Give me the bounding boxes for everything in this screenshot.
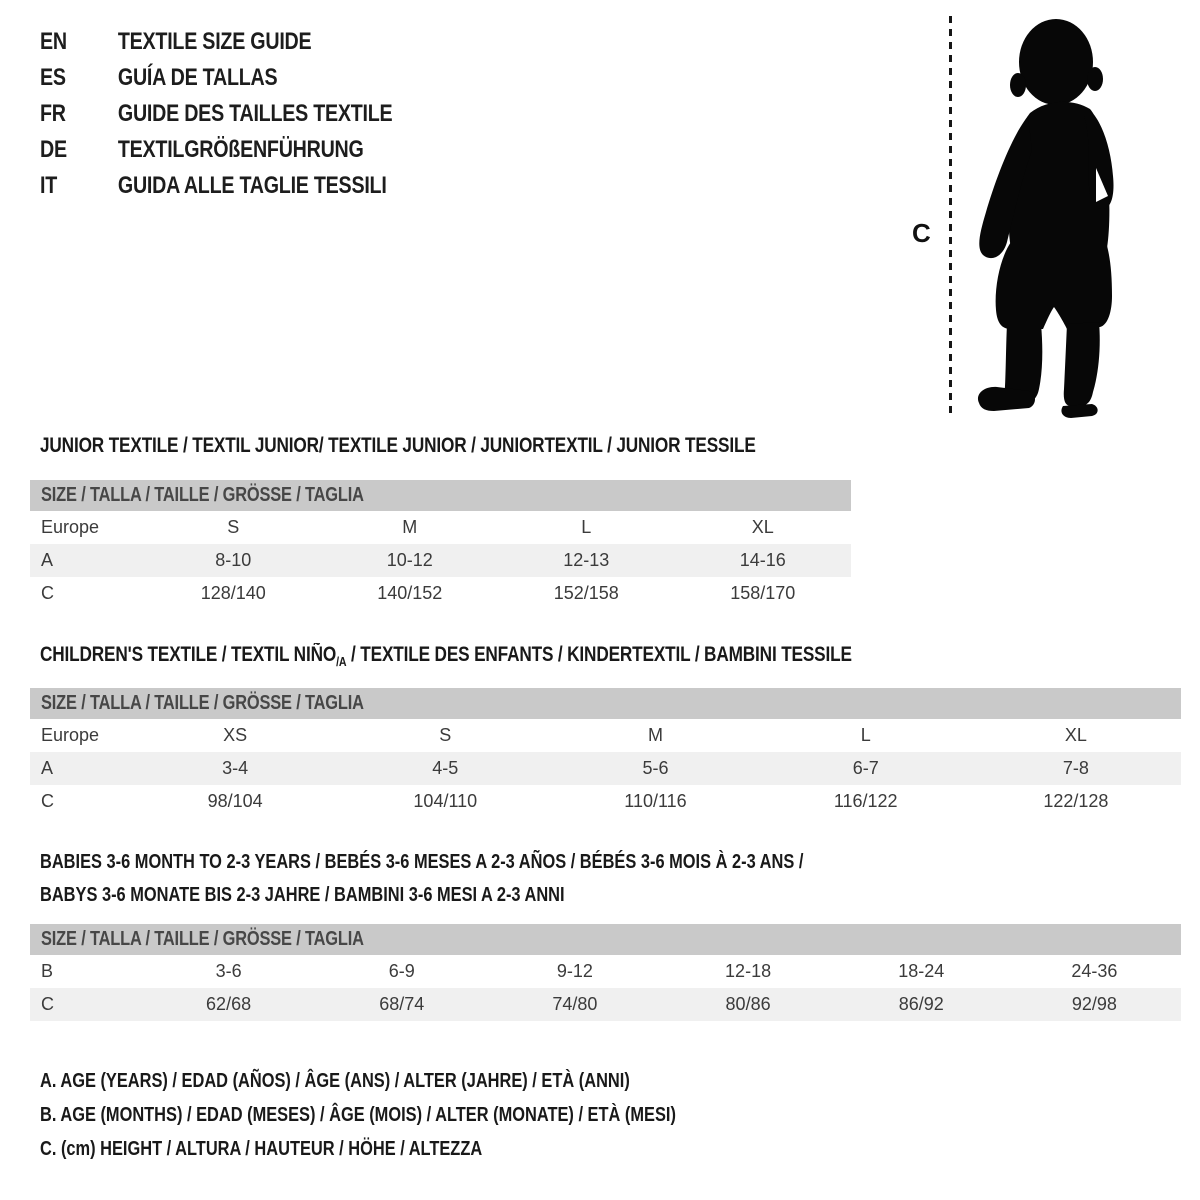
height-cell: 80/86 [725, 994, 771, 1014]
legend-line-age-years: A. AGE (YEARS) / EDAD (AÑOS) / ÂGE (ANS) / ALTER (JAHRE) / ETÀ (ANNI) [40, 1070, 630, 1092]
measurement-legend [40, 1064, 1200, 1166]
age-cell: 4-5 [432, 758, 459, 778]
age-cell: 6-7 [852, 758, 879, 778]
age-cell: 8-10 [215, 550, 252, 570]
age-cell: 5-6 [642, 758, 669, 778]
table-row [30, 955, 1181, 988]
age-cell: 24-36 [1071, 961, 1118, 981]
babies-title-line1: BABIES 3-6 MONTH TO 2-3 YEARS / BEBÉS 3-6 MESES A 2-3 AÑOS / BÉBÉS 3-6 MOIS À 2-3 ANS / [40, 851, 804, 873]
language-row [40, 24, 392, 60]
height-cell: 122/128 [1043, 791, 1109, 811]
height-cell: 110/116 [624, 791, 687, 811]
children-title-text: CHILDREN'S TEXTILE / TEXTIL NIÑO [40, 643, 337, 666]
language-code: EN [40, 28, 67, 55]
language-row [40, 60, 392, 96]
size-cell: L [581, 517, 592, 537]
table-header-band [30, 480, 851, 511]
height-cell: 98/104 [207, 791, 263, 811]
age-cell: 10-12 [386, 550, 433, 570]
size-header-label: SIZE / TALLA / TAILLE / GRÖSSE / TAGLIA [41, 692, 364, 714]
table-row [30, 544, 851, 577]
height-cell: 128/140 [200, 583, 266, 603]
table-row [30, 577, 851, 610]
language-title-list [40, 24, 470, 204]
row-label: Europe [41, 517, 100, 537]
height-cell: 86/92 [898, 994, 944, 1014]
table-header-band [30, 924, 1181, 955]
row-label: C [41, 994, 54, 1014]
language-row [40, 132, 392, 168]
row-label: B [41, 961, 54, 981]
language-title: GUIDA ALLE TAGLIE TESSILI [117, 172, 387, 199]
age-cell: 12-13 [563, 550, 610, 570]
size-cell: XL [1064, 725, 1087, 745]
row-label: C [41, 583, 54, 603]
language-title: GUIDE DES TAILLES TEXTILE [117, 100, 393, 127]
height-cell: 158/170 [730, 583, 796, 603]
table-header-band [30, 688, 1181, 719]
children-section-title [40, 643, 852, 669]
table-row [30, 719, 1181, 752]
language-row [40, 168, 392, 204]
size-cell: M [647, 725, 663, 745]
row-label: A [41, 758, 54, 778]
children-title-subscript: /A [336, 654, 347, 669]
babies-section-title [40, 846, 1200, 912]
height-cell: 140/152 [377, 583, 443, 603]
height-cell: 104/110 [413, 791, 478, 811]
age-cell: 7-8 [1062, 758, 1089, 778]
height-cell: 152/158 [553, 583, 619, 603]
height-cell: 68/74 [379, 994, 425, 1014]
table-row [30, 988, 1181, 1021]
row-label: A [41, 550, 54, 570]
height-cell: 116/122 [833, 791, 898, 811]
size-cell: S [227, 517, 240, 537]
age-cell: 18-24 [898, 961, 945, 981]
babies-size-table [30, 924, 1181, 1021]
size-header-label: SIZE / TALLA / TAILLE / GRÖSSE / TAGLIA [41, 928, 364, 950]
legend-line-age-months: B. AGE (MONTHS) / EDAD (MESES) / ÂGE (MOIS) / ALTER (MONATE) / ETÀ (MESI) [40, 1104, 676, 1126]
size-header-label: SIZE / TALLA / TAILLE / GRÖSSE / TAGLIA [41, 484, 364, 506]
baby-silhouette-image [950, 10, 1150, 422]
junior-size-table [30, 480, 851, 610]
size-cell: M [402, 517, 418, 537]
babies-title-line2: BABYS 3-6 MONATE BIS 2-3 JAHRE / BAMBINI 3-6 MESI A 2-3 ANNI [40, 884, 565, 906]
age-cell: 9-12 [556, 961, 593, 981]
age-cell: 3-6 [215, 961, 242, 981]
language-code: DE [40, 136, 67, 163]
junior-section-title: JUNIOR TEXTILE / TEXTIL JUNIOR/ TEXTILE JUNIOR / JUNIORTEXTIL / JUNIOR TESSILE [40, 434, 756, 457]
language-code: FR [40, 100, 66, 127]
language-title: TEXTILE SIZE GUIDE [117, 28, 312, 55]
size-cell: XS [223, 725, 248, 745]
age-cell: 3-4 [222, 758, 249, 778]
language-code: IT [40, 172, 58, 199]
height-measure-label: C [912, 218, 931, 248]
age-cell: 14-16 [739, 550, 786, 570]
legend-line-height: C. (cm) HEIGHT / ALTURA / HAUTEUR / HÖHE / ALTEZZA [40, 1138, 483, 1160]
language-row [40, 96, 392, 132]
table-row [30, 511, 851, 544]
age-cell: 6-9 [388, 961, 415, 981]
language-title: TEXTILGRÖßENFÜHRUNG [117, 136, 364, 163]
language-title: GUÍA DE TALLAS [117, 64, 278, 91]
size-cell: XL [751, 517, 774, 537]
table-row [30, 785, 1181, 818]
size-cell: L [860, 725, 871, 745]
age-cell: 12-18 [725, 961, 772, 981]
size-cell: S [439, 725, 452, 745]
height-cell: 62/68 [206, 994, 252, 1014]
height-cell: 92/98 [1071, 994, 1117, 1014]
children-size-table [30, 688, 1181, 818]
row-label: C [41, 791, 54, 811]
language-code: ES [40, 64, 66, 91]
children-title-text: / TEXTILE DES ENFANTS / KINDERTEXTIL / BAMBINI TESSILE [346, 643, 852, 666]
table-row [30, 752, 1181, 785]
height-cell: 74/80 [552, 994, 598, 1014]
row-label: Europe [41, 725, 100, 745]
